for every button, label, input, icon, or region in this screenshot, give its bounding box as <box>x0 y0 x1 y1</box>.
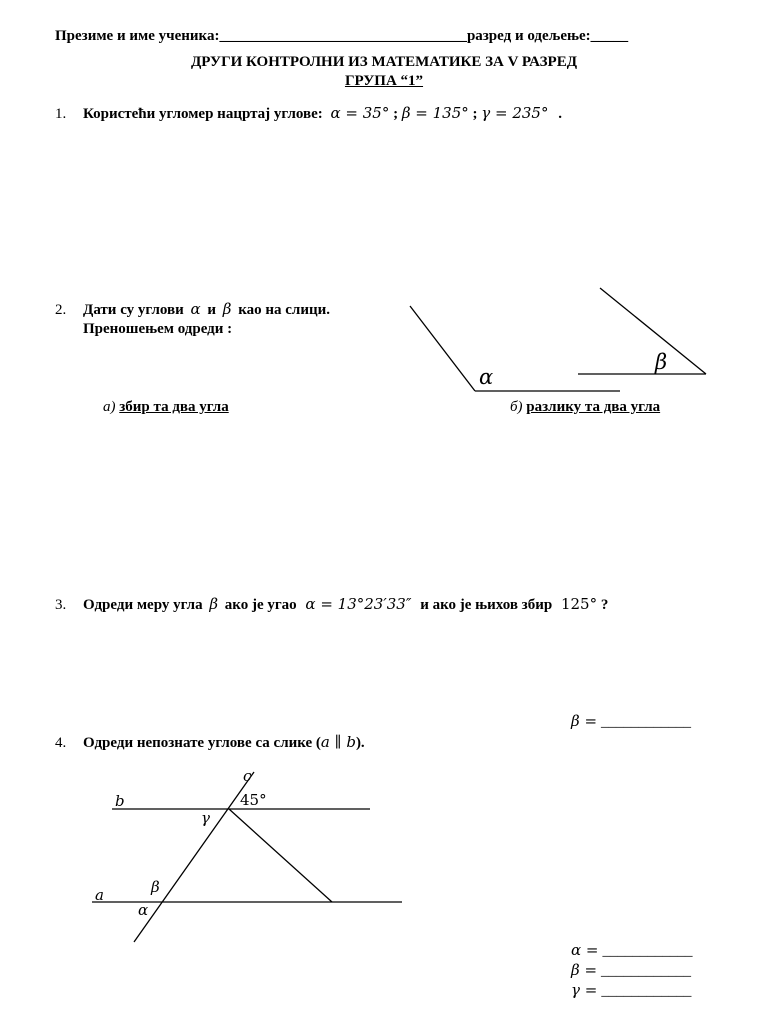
answer-gamma[interactable] <box>571 981 691 1000</box>
group-label: ГРУПА “1” <box>344 73 424 89</box>
question-4-number: 4. <box>55 735 67 751</box>
question-1-end: . <box>558 106 562 122</box>
question-3-answer-line[interactable]: ____________ <box>601 714 692 730</box>
question-4-condition: a ∥ b <box>320 733 356 751</box>
question-3-beta: β <box>209 595 218 613</box>
question-3-text-b: ако је угао <box>224 597 297 613</box>
class-line: _____ <box>590 28 629 44</box>
question-4-text: Одреди непознате углове са слике ( <box>83 735 321 751</box>
question-1-text: Користећи угломер нацртај углове: <box>83 106 323 122</box>
question-2-beta: β <box>222 300 232 318</box>
transversal-c <box>134 772 254 942</box>
question-3-number: 3. <box>55 597 67 613</box>
question-3-text-a: Одреди меру угла <box>83 597 203 613</box>
answer-beta-line[interactable]: ____________ <box>601 963 692 979</box>
answer-alpha-line[interactable]: ____________ <box>602 943 693 959</box>
part-b-marker: б) <box>510 399 523 415</box>
question-3-end: ? <box>600 597 609 613</box>
question-2-text-a: Дати су углови <box>83 302 184 318</box>
part-b-text: разлику та два угла <box>526 399 661 415</box>
beta-figure-label: β <box>655 350 668 374</box>
question-2-and: и <box>207 302 217 318</box>
line-b-label: b <box>115 792 125 810</box>
question-3-sum: 125° <box>560 595 598 613</box>
angle-45-label: 45° <box>240 791 267 809</box>
answer-gamma-label: γ = <box>571 981 598 999</box>
gamma-figure-label: γ <box>201 809 210 827</box>
class-label: разред и одељење: <box>466 28 591 44</box>
answer-gamma-line[interactable]: ____________ <box>601 983 692 999</box>
page-title: ДРУГИ КОНТРОЛНИ ИЗ МАТЕМАТИКЕ ЗА V РАЗРЕД <box>190 54 578 70</box>
answer-beta-label: β = <box>571 961 598 979</box>
beta-figure-label-q4: β <box>151 878 160 896</box>
part-a-text: збир та два угла <box>119 399 229 415</box>
question-3-text-c: и ако је њихов збир <box>420 597 553 613</box>
alpha-figure-label-q4: α <box>138 901 149 919</box>
student-name-label: Презиме и име ученика: <box>55 28 220 44</box>
alpha-figure-label: α <box>479 365 494 389</box>
question-1-sep2: ; <box>472 106 478 122</box>
answer-alpha-label: α = <box>571 941 599 959</box>
question-3-alpha-expr: α = 13°23′33″ <box>305 595 412 613</box>
question-1-beta: β = 135° <box>401 104 469 122</box>
answer-beta[interactable] <box>571 961 691 980</box>
triangle-side <box>229 809 332 902</box>
question-1-sep1: ; <box>393 106 399 122</box>
question-1-alpha: α = 35° <box>330 104 390 122</box>
question-3-answer-label: β = <box>571 712 598 730</box>
question-2-number: 2. <box>55 302 67 318</box>
part-a-marker: а) <box>103 399 116 415</box>
line-c-label: c <box>243 767 252 785</box>
answer-alpha[interactable] <box>571 941 692 960</box>
question-2-line2: Преношењем одреди : <box>83 321 233 337</box>
student-name-line: _________________________________ <box>219 28 467 44</box>
question-4-end: ). <box>355 735 365 751</box>
question-2-alpha: α <box>190 300 201 318</box>
question-1-gamma: γ = 235° <box>481 104 549 122</box>
question-2-text-b: као на слици. <box>238 302 331 318</box>
question-1-number: 1. <box>55 106 67 122</box>
line-a-label: a <box>95 886 104 904</box>
